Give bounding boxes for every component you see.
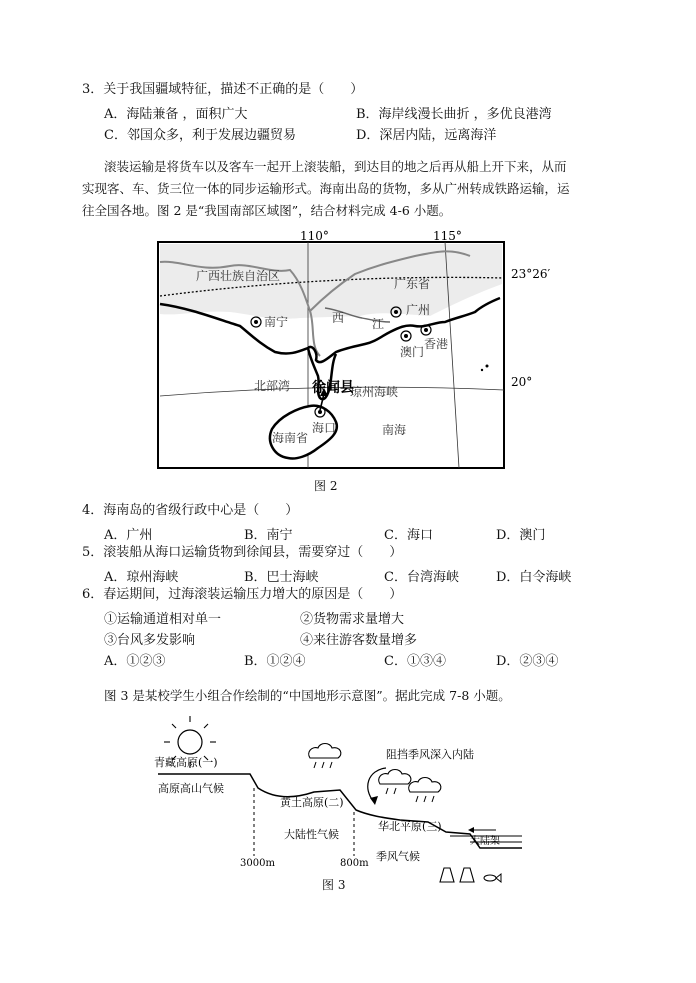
q6-item-2: ②货物需求量增大 (300, 612, 405, 627)
highland-climate-label: 高原高山气候 (158, 782, 224, 795)
q6-item-3: ③台风多发影响 (104, 633, 196, 648)
continental-shelf-label: 大陆架 (470, 836, 500, 847)
q3-option-a: A．海陆兼备 ，面积广大 (104, 107, 248, 122)
passage2: 图 3 是某校学生小组合作绘制的“中国地形示意图”。据此完成 7-8 小题。 (104, 688, 511, 703)
q5-option-a: A．琼州海峡 (104, 570, 179, 585)
q3-stem: 3．关于我国疆域特征，描述不正确的是（ ） (82, 82, 364, 97)
macau-label: 澳门 (400, 345, 425, 359)
q3-option-d: D．深居内陆，远离海洋 (356, 128, 497, 143)
passage1-line2: 实现客、车、货三位一体的同步运输形式。海南出岛的货物，多从广州转成铁路运输，运 (82, 181, 570, 196)
hainan-label: 海南省 (272, 431, 309, 445)
north-china-plain-label: 华北平原(三) (378, 820, 442, 833)
southern-china-map (150, 226, 551, 472)
qiongzhou-strait-label: 琼州海峡 (350, 385, 399, 399)
guangdong-label: 广东省 (394, 277, 431, 291)
q6-item-4: ④来往游客数量增多 (300, 633, 418, 648)
q3-option-c: C．邻国众多，利于发展边疆贸易 (104, 128, 296, 143)
continental-climate-label: 大陆性气候 (284, 828, 339, 841)
q4-option-c: C．海口 (384, 528, 433, 543)
river-jiang-label: 江 (372, 317, 385, 331)
platform-icon (440, 868, 474, 882)
q5-option-d: D．白令海峡 (496, 570, 572, 585)
q6-option-c: C．①③④ (384, 654, 446, 669)
loess-plateau-label: 黄土高原(二) (280, 796, 344, 809)
lon-110-label: 110° (300, 229, 329, 243)
monsoon-climate-label: 季风气候 (376, 850, 420, 863)
clouds-rain-icon (379, 770, 441, 803)
lat-20-label: 20° (511, 375, 533, 389)
fish-icon (484, 874, 501, 882)
q6-option-a: A．①②③ (104, 654, 166, 669)
figure2-caption: 图 2 (314, 479, 338, 493)
elevation-3000-label: 3000m (240, 858, 275, 869)
q5-option-b: B．巴士海峡 (244, 570, 319, 585)
elevation-800-label: 800m (340, 858, 369, 869)
cloud-rain-icon (309, 744, 341, 769)
q4-option-b: B．南宁 (244, 528, 293, 543)
q6-option-b: B．①②④ (244, 654, 306, 669)
q4-stem: 4．海南岛的省级行政中心是（ ） (82, 503, 299, 518)
river-xi-label: 西 (332, 311, 345, 325)
q5-option-c: C．台湾海峡 (384, 570, 459, 585)
lon-115-label: 115° (433, 229, 462, 243)
q6-item-1: ①运输通道相对单一 (104, 612, 222, 627)
monsoon-block-label: 阻挡季风深入内陆 (386, 748, 474, 761)
q4-option-a: A．广州 (104, 528, 153, 543)
xuwen-county-label: 徐闻县 (312, 380, 354, 396)
south-china-sea-label: 南海 (382, 423, 407, 437)
nanning-label: 南宁 (264, 315, 289, 329)
passage1-line1: 滚装运输是将货车以及客车一起开上滚装船，到达目的地之后再从船上开下来，从而 (104, 159, 567, 174)
guangzhou-label: 广州 (406, 303, 431, 317)
china-terrain-profile (150, 712, 530, 896)
qinghai-tibet-label: 青藏高原(一) (154, 756, 218, 769)
q6-stem: 6．春运期间，过海滚装运输压力增大的原因是（ ） (82, 587, 403, 602)
passage1-line3: 往全国各地。图 2 是“我国南部区域图”，结合材料完成 4-6 小题。 (82, 203, 452, 218)
q5-stem: 5．滚装船从海口运输货物到徐闻县，需要穿过（ ） (82, 545, 403, 560)
beibu-gulf-label: 北部湾 (254, 379, 291, 393)
q6-option-d: D．②③④ (496, 654, 559, 669)
q4-option-d: D．澳门 (496, 528, 546, 543)
figure3-caption: 图 3 (322, 878, 346, 892)
haikou-label: 海口 (312, 421, 337, 435)
lat-tropic-label: 23°26′ (511, 267, 551, 281)
hongkong-label: 香港 (424, 337, 449, 351)
guangxi-label: 广西壮族自治区 (196, 269, 281, 283)
q3-option-b: B．海岸线漫长曲折 ，多优良港湾 (356, 107, 552, 122)
